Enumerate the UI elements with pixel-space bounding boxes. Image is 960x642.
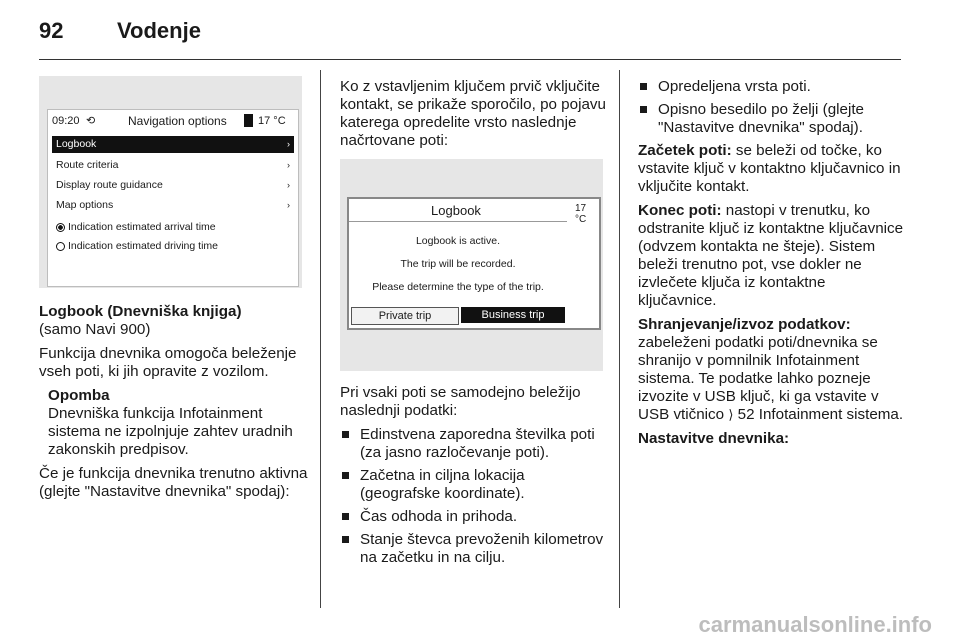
list-item: Edinstvena zaporedna številka poti (za jasno razločevanje poti). <box>340 426 608 462</box>
column-divider-1 <box>320 70 321 608</box>
logbook-heading: Logbook (Dnevniška knjiga) <box>39 303 242 320</box>
ignition-paragraph: Ko z vstavljenim ključem prvič vključite kontakt, se prikaže sporočilo, po pojavu katerega opredelite vrsto naslednje načrtovane poti: <box>340 78 606 149</box>
dialog-title: Logbook <box>431 203 481 218</box>
header-rule <box>39 59 901 60</box>
temperature: 17 °C <box>258 115 286 127</box>
list-item: Začetna in ciljna lokacija (geografske koordinate). <box>340 467 608 503</box>
navigation-options-screen <box>47 109 299 287</box>
trip-start-paragraph: Začetek poti: se beleži od točke, ko vstavite ključ v kontaktno ključavnico in vključite kontakt. <box>638 142 901 195</box>
logbook-dialog <box>347 197 601 330</box>
menu-item-route-criteria[interactable]: Route criteria › <box>52 157 294 174</box>
radio-unselected-icon <box>56 242 65 251</box>
list-item: Stanje števca prevoženih kilometrov na začetku in na cilju. <box>340 531 608 567</box>
menu-item-logbook[interactable]: Logbook › <box>52 136 294 153</box>
data-export-label: Shranjevanje/izvoz podatkov: <box>638 316 851 333</box>
note-title: Opomba <box>48 387 110 404</box>
logbook-subheading: (samo Navi 900) <box>39 321 151 338</box>
chevron-right-icon: › <box>287 139 290 149</box>
logbook-intro: Funkcija dnevnika omogoča beleženje vseh poti, ki jih opravite z vozilom. <box>39 345 297 380</box>
section-title: Vodenje <box>117 18 201 43</box>
chevron-right-icon: › <box>287 160 290 170</box>
screen-status-bar <box>48 110 298 132</box>
business-trip-button[interactable]: Business trip <box>461 307 565 323</box>
recorded-data-intro: Pri vsaki poti se samodejno beležijo naslednji podatki: <box>340 384 581 419</box>
menu-item-display-route-guidance[interactable]: Display route guidance › <box>52 177 294 194</box>
trip-end-paragraph: Konec poti: nastopi v trenutku, ko odstranite ključ iz kontaktne ključavnice (odvzem kontakta ne šteje). Sistem beleži trenutno pot, vse dokler ne izvlečete ključa iz kontaktne ključavnice. <box>638 202 904 309</box>
logbook-active-paragraph: Če je funkcija dnevnika trenutno aktivna (glejte "Nastavitve dnevnika" spodaj): <box>39 465 308 500</box>
list-item: Čas odhoda in prihoda. <box>340 508 608 526</box>
clock-time: 09:20 <box>52 115 80 127</box>
chevron-right-icon: › <box>287 200 290 210</box>
navigation-options-screenshot <box>39 76 302 288</box>
column-3 <box>638 78 904 454</box>
list-item: Opredeljena vrsta poti. <box>638 78 904 96</box>
private-trip-button[interactable]: Private trip <box>351 307 459 325</box>
screen-title: Navigation options <box>128 114 227 128</box>
note-box <box>39 387 309 459</box>
menu-item-map-options[interactable]: Map options › <box>52 197 294 214</box>
list-item: Opisno besedilo po želji (glejte "Nastavitve dnevnika" spodaj). <box>638 101 904 137</box>
column-2 <box>340 384 608 572</box>
column-1 <box>39 303 309 507</box>
note-text: Dnevniška funkcija Infotainment sistema ne izpolnjuje zahtev uradnih zakonskih predpisov. <box>48 405 293 458</box>
logbook-settings-heading: Nastavitve dnevnika: <box>638 430 790 447</box>
column-divider-2 <box>619 70 620 608</box>
radio-estimated-driving-time[interactable]: Indication estimated driving time <box>52 238 294 255</box>
dialog-line-active: Logbook is active. <box>415 235 501 247</box>
page-reference-link[interactable]: 52 Infotainment sistema. <box>737 406 904 423</box>
dialog-line-recorded: The trip will be recorded. <box>400 258 516 270</box>
phone-icon <box>244 114 253 127</box>
radio-estimated-arrival-time[interactable]: Indication estimated arrival time <box>52 219 294 236</box>
back-icon: ⟲ <box>86 115 96 127</box>
trip-start-label: Začetek poti: <box>638 142 732 159</box>
page-number: 92 <box>39 18 64 43</box>
data-export-paragraph: Shranjevanje/izvoz podatkov: zabeleženi podatki poti/dnevnika se shranijo v pomnilnik Infotainment sistema. Te podatke lahko pozneje izvozite v USB ključ, ki ga vstavite v USB vtičnico ⟩ 52 Infotainment sistema. <box>638 316 904 423</box>
radio-selected-icon <box>56 223 65 232</box>
column-2-intro <box>340 78 606 156</box>
page-reference-icon: ⟩ <box>728 407 734 422</box>
logbook-screenshot <box>340 159 603 371</box>
trip-end-label: Konec poti: <box>638 202 722 219</box>
title-divider <box>349 221 567 222</box>
chevron-right-icon: › <box>287 180 290 190</box>
dialog-line-determine: Please determine the type of the trip. <box>372 281 544 293</box>
watermark: carmanualsonline.info <box>698 612 932 637</box>
temperature: 17 °C <box>575 203 587 225</box>
